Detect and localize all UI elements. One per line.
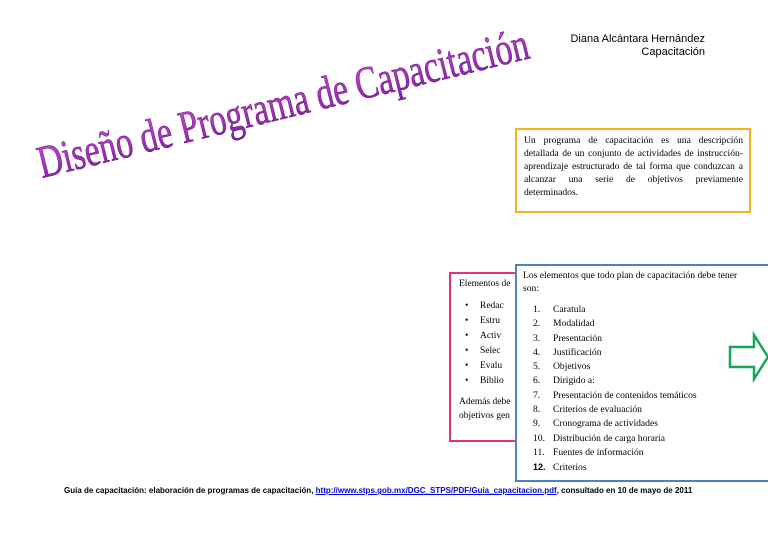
bullet-item: • Biblio [480, 374, 537, 389]
footnote-prefix: Guía de capacitación: elaboración de programas de capacitación, [64, 486, 316, 495]
arrow-right-icon [728, 332, 768, 382]
definition-text: Un programa de capacitación es una descripción detallada de un conjunto de actividades de instrucción-aprendizaje estructurado de tal forma que conduzcan a alcanzar una serie de objetivos previamente determinados. [524, 135, 743, 198]
list-item: 7. Presentación de contenidos temáticos [533, 389, 697, 401]
plan-elements-heading: Los elementos que todo plan de capacitación debe tener son: [523, 270, 738, 294]
footer-line: Además debe [459, 397, 511, 407]
author-subtitle: Capacitación [641, 46, 705, 58]
plan-elements-list [523, 303, 768, 475]
title-wordart-svg [24, 18, 534, 190]
author-name: Diana Alcántara Hernández [570, 33, 705, 45]
list-item: 2. Modalidad [533, 318, 595, 330]
bullet-item: • Activ [480, 329, 537, 344]
bullet-item: • Evalu [480, 359, 537, 374]
definition-box [515, 128, 751, 213]
list-item: 1. Caratula [533, 304, 586, 315]
footnote-link[interactable]: http://www.stps.gob.mx/DGC_STPS/PDF/Guia_capacitacion.pdf [315, 486, 557, 495]
list-item: 5. Objetivos [533, 361, 591, 373]
list-item: 3. Presentación [533, 332, 603, 344]
bullet-item: • Selec [480, 344, 537, 359]
list-item: 8. Criterios de evaluación [533, 404, 642, 416]
title-wordart [24, 18, 534, 190]
list-item: 12. Criterios [533, 462, 587, 474]
author-block [560, 33, 705, 59]
footnote-citation [64, 484, 704, 497]
page-title: Diseño de Programa de Capacitación [32, 18, 534, 188]
footnote-suffix: , consultado en 10 de mayo de 2011 [556, 486, 693, 495]
footer-line: objetivos gen [459, 411, 510, 421]
list-item: 11. Fuentes de información [533, 446, 644, 458]
list-item: 6. Dirigido a: [533, 375, 595, 387]
list-item: 9. Cronograma de actividades [533, 418, 658, 430]
bullet-item: • Estru [480, 314, 537, 329]
elements-box-heading: Elementos de [459, 279, 511, 289]
list-item: 10. Distribución de carga horaria [533, 432, 665, 444]
list-item: 4. Justificación [533, 346, 602, 358]
bullet-item: • Redac [480, 299, 537, 314]
